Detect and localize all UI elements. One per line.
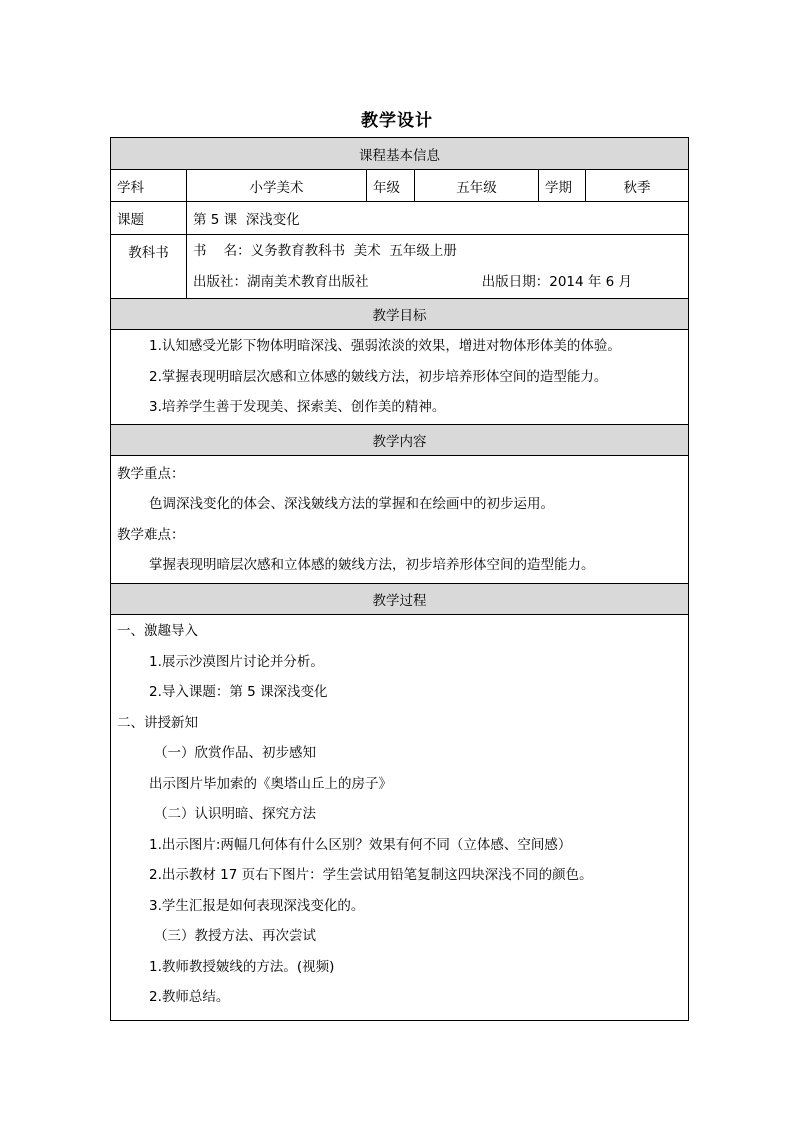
objectives-body [111, 330, 689, 425]
process-line: 2.教师总结。 [149, 989, 230, 1005]
process-line: 2.导入课题：第 5 课深浅变化 [149, 684, 328, 700]
textbook-info [187, 235, 689, 299]
term-label: 学期 [539, 170, 586, 202]
document-title: 教学设计 [361, 111, 433, 131]
objectives-header: 教学目标 [111, 299, 689, 330]
process-body [111, 615, 689, 1021]
process-line: 二、讲授新知 [117, 714, 198, 731]
book-name: 书 名：义务教育教科书 美术 五年级上册 [193, 242, 457, 259]
process-line: （一）欣赏作品、初步感知 [154, 745, 316, 761]
process-line: （三）教授方法、再次尝试 [154, 928, 316, 944]
subject-label: 学科 [111, 170, 187, 202]
publisher: 出版社：湖南美术教育出版社 [193, 273, 369, 290]
grade-label: 年级 [367, 170, 415, 202]
process-line: 一、激趣导入 [117, 623, 198, 639]
objective-item: 2.掌握表现明暗层次感和立体感的皴线方法，初步培养形体空间的造型能力。 [149, 368, 608, 385]
publish-date: 出版日期：2014 年 6 月 [481, 273, 633, 290]
process-line: 出示图片毕加索的《奥塔山丘上的房子》 [149, 775, 392, 792]
key-points-text: 色调深浅变化的体会、深浅皴线方法的掌握和在绘画中的初步运用。 [149, 496, 554, 512]
objective-item: 1.认知感受光影下物体明暗深浅、强弱浓淡的效果，增进对物体形体美的体验。 [149, 338, 621, 355]
textbook-label: 教科书 [111, 235, 187, 299]
topic-value: 第 5 课 深浅变化 [187, 202, 689, 235]
subject-value: 小学美术 [187, 170, 367, 202]
process-line: 1.展示沙漠图片讨论并分析。 [149, 653, 324, 670]
lesson-plan-table [110, 137, 689, 1021]
process-line: 1.教师教授皴线的方法。(视频) [149, 958, 335, 975]
topic-label: 课题 [111, 202, 187, 235]
objective-item: 3.培养学生善于发现美、探索美、创作美的精神。 [149, 399, 446, 416]
process-line: 1.出示图片:两幅几何体有什么区别？效果有何不同（立体感、空间感） [149, 836, 572, 853]
key-points-label: 教学重点： [117, 465, 185, 482]
process-line: 3.学生汇报是如何表现深浅变化的。 [149, 897, 365, 914]
content-header: 教学内容 [111, 425, 689, 456]
grade-value: 五年级 [415, 170, 539, 202]
content-body [111, 456, 689, 584]
process-line: （二）认识明暗、探究方法 [154, 806, 316, 822]
term-value: 秋季 [586, 170, 689, 202]
difficulty-label: 教学难点： [117, 526, 185, 543]
difficulty-text: 掌握表现明暗层次感和立体感的皴线方法，初步培养形体空间的造型能力。 [149, 557, 595, 573]
process-header: 教学过程 [111, 584, 689, 615]
process-line: 2.出示教材 17 页右下图片：学生尝试用铅笔复制这四块深浅不同的颜色。 [149, 867, 593, 883]
basic-info-header: 课程基本信息 [111, 138, 689, 170]
